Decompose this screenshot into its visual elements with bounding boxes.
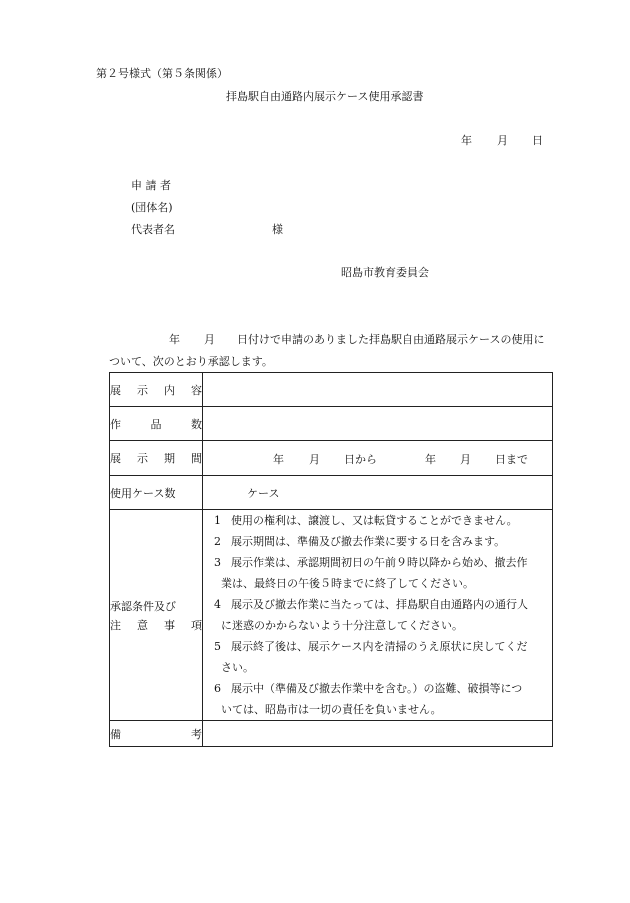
condition-text: 展示及び撤去作業に当たっては、拝島駅自由通路内の通行人	[231, 598, 528, 611]
statement-line1: 日付けで申請のありました拝島駅自由通路展示ケースの使用に	[237, 333, 545, 346]
label-char: 備	[110, 727, 121, 741]
condition-text-continued: に迷惑のかからないよう十分注意してください。	[221, 619, 463, 632]
label-char: 示	[137, 452, 148, 465]
row-works-count	[110, 407, 553, 441]
condition-text-continued: 業は、最終日の午後５時までに終了してください。	[221, 577, 474, 590]
condition-number: 4	[214, 598, 221, 611]
label-conditions	[110, 510, 203, 721]
label-char: 事	[164, 618, 175, 632]
label-char: 項	[191, 618, 202, 632]
statement-line2: ついて、次のとおり承認します。	[109, 355, 273, 368]
statement-month: 月	[204, 333, 215, 346]
condition-text-continued: いては、昭島市は一切の責任を負いません。	[221, 703, 442, 716]
condition-item	[203, 594, 552, 636]
conditions-list	[203, 510, 553, 721]
label-exhibit-content	[110, 373, 203, 407]
label-char: 注	[110, 618, 121, 632]
group-name-label: (団体名)	[131, 201, 173, 214]
condition-number: 6	[214, 682, 221, 695]
label-char: 示	[137, 383, 148, 397]
condition-number: 3	[214, 556, 221, 569]
condition-number: 2	[214, 535, 221, 548]
value-case-count[interactable]	[203, 476, 553, 510]
representative-label: 代表者名	[131, 223, 175, 236]
condition-text: 展示中（準備及び撤去作業中を含む。）の盗難、破損等につ	[231, 682, 523, 695]
label-char: 数	[191, 417, 202, 431]
form-number: 第２号様式（第５条関係）	[96, 67, 228, 80]
label-char: 考	[191, 727, 202, 741]
row-exhibit-content	[110, 373, 553, 407]
condition-item	[203, 531, 552, 552]
row-exhibit-period	[110, 441, 553, 476]
label-char: 意	[137, 618, 148, 632]
label-char: 品	[150, 417, 162, 431]
label-case-count	[110, 476, 203, 510]
date-day: 日	[532, 134, 543, 147]
value-remarks[interactable]	[203, 721, 553, 747]
condition-text: 使用の権利は、譲渡し、又は転貸することができません。	[231, 514, 518, 527]
label-char: 展	[110, 383, 121, 397]
condition-item	[203, 678, 552, 720]
label-char: 間	[191, 452, 202, 465]
period-start-day: 日から	[344, 453, 377, 466]
condition-text-continued: さい。	[221, 661, 254, 674]
statement-year: 年	[169, 333, 180, 346]
case-unit: ケース	[247, 486, 280, 500]
label-char: 展	[110, 452, 121, 465]
label-remarks	[110, 721, 203, 747]
period-start-month: 月	[309, 453, 320, 466]
condition-number: 5	[214, 640, 221, 653]
value-exhibit-period[interactable]	[203, 441, 553, 476]
period-end-day: 日まで	[495, 453, 528, 466]
approval-table	[109, 372, 553, 747]
document-title: 拝島駅自由通路内展示ケース使用承認書	[226, 90, 424, 103]
date-year: 年	[461, 134, 472, 147]
condition-item	[203, 636, 552, 678]
value-works-count[interactable]	[203, 407, 553, 441]
period-end-month: 月	[460, 453, 471, 466]
label-char: 容	[191, 383, 202, 397]
label-works-count	[110, 407, 203, 441]
case-count-label: 使用ケース数	[110, 486, 176, 500]
label-char: 作	[110, 417, 121, 431]
condition-item	[203, 510, 552, 531]
honorific: 様	[272, 223, 283, 236]
label-char: 内	[164, 383, 175, 397]
issuer-name: 昭島市教育委員会	[341, 266, 429, 279]
value-exhibit-content[interactable]	[203, 373, 553, 407]
row-remarks	[110, 721, 553, 747]
conditions-label-line1: 承認条件及び	[110, 599, 176, 613]
period-end-year: 年	[425, 453, 436, 466]
condition-text: 展示作業は、承認期間初日の午前９時以降から始め、撤去作	[231, 556, 528, 569]
period-start-year: 年	[273, 453, 284, 466]
condition-text: 展示期間は、準備及び撤去作業に要する日を含みます。	[231, 535, 506, 548]
applicant-label: 申 請 者	[131, 179, 171, 192]
condition-item	[203, 552, 552, 594]
condition-number: 1	[214, 514, 221, 527]
condition-text: 展示終了後は、展示ケース内を清掃のうえ原状に戻してくだ	[231, 640, 528, 653]
label-char: 期	[164, 452, 175, 465]
label-exhibit-period	[110, 441, 203, 476]
row-case-count	[110, 476, 553, 510]
row-conditions	[110, 510, 553, 721]
date-month: 月	[497, 134, 508, 147]
